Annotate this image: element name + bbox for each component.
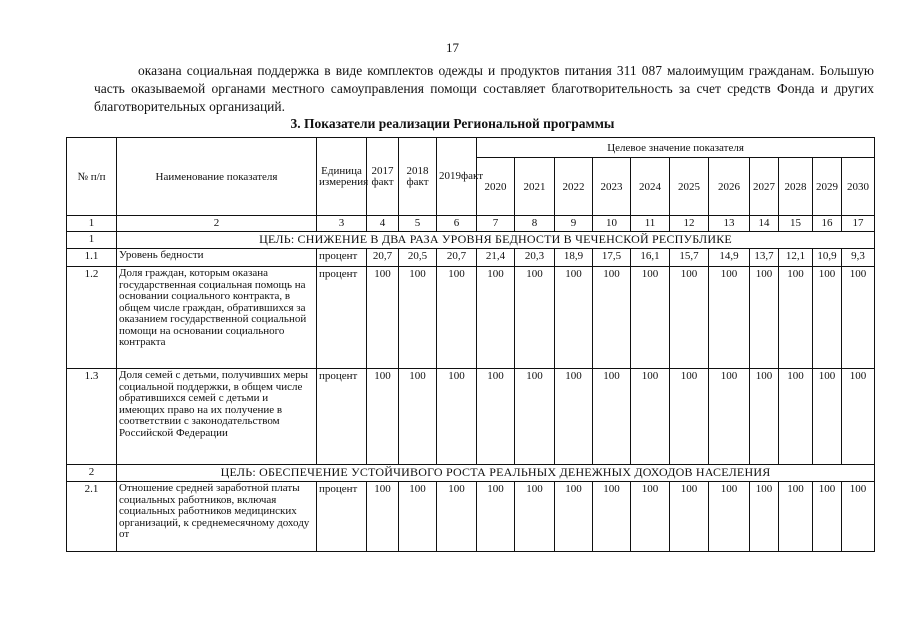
value-cell: 100: [399, 267, 437, 369]
value-cell: 12,1: [779, 249, 813, 267]
value-cell: 100: [813, 369, 842, 465]
value-cell: 100: [555, 369, 593, 465]
value-cell: 100: [593, 369, 631, 465]
value-cell: 100: [670, 482, 709, 552]
year-header: 2020: [477, 158, 515, 216]
goal1-text: ЦЕЛЬ: СНИЖЕНИЕ В ДВА РАЗА УРОВНЯ БЕДНОСТИ В ЧЕЧЕНСКОЙ РЕСПУБЛИКЕ: [117, 232, 875, 249]
col-header-2017: 2017 факт: [367, 138, 399, 216]
year-header: 2027: [750, 158, 779, 216]
year-header: 2028: [779, 158, 813, 216]
col-header-2018: 2018 факт: [399, 138, 437, 216]
indicator-name: Отношение средней заработной платы социальных работников, включая социальных работников медицинских организаций, к среднемесячному доходу от: [117, 482, 317, 552]
value-cell: 20,7: [367, 249, 399, 267]
column-number: 14: [750, 216, 779, 232]
column-number: 7: [477, 216, 515, 232]
value-cell: 100: [750, 369, 779, 465]
column-number: 4: [367, 216, 399, 232]
value-cell: 100: [750, 482, 779, 552]
value-cell: 100: [477, 267, 515, 369]
table-row: [67, 482, 875, 552]
value-cell: 100: [779, 369, 813, 465]
col-header-no: № п/п: [67, 138, 117, 216]
col-header-2019: 2019факт: [437, 138, 477, 216]
value-cell: 100: [437, 482, 477, 552]
indicators-table: [66, 137, 875, 552]
table-row: [67, 267, 875, 369]
value-cell: 100: [709, 482, 750, 552]
value-cell: 14,9: [709, 249, 750, 267]
column-number: 12: [670, 216, 709, 232]
goal2-no: 2: [67, 465, 117, 482]
column-number: 5: [399, 216, 437, 232]
value-cell: 21,4: [477, 249, 515, 267]
value-cell: 100: [631, 267, 670, 369]
value-cell: 100: [813, 267, 842, 369]
page-number: 17: [446, 40, 459, 55]
value-cell: 100: [367, 482, 399, 552]
column-number: 16: [813, 216, 842, 232]
value-cell: 100: [813, 482, 842, 552]
col-header-unit: Единица измерения: [317, 138, 367, 216]
value-cell: 100: [437, 267, 477, 369]
value-cell: 100: [477, 482, 515, 552]
value-cell: 100: [779, 482, 813, 552]
column-number: 8: [515, 216, 555, 232]
row-number: 1.2: [67, 267, 117, 369]
value-cell: 100: [555, 482, 593, 552]
year-header: 2030: [842, 158, 875, 216]
column-number: 15: [779, 216, 813, 232]
year-header: 2029: [813, 158, 842, 216]
row-number: 1.1: [67, 249, 117, 267]
value-cell: 100: [593, 267, 631, 369]
value-cell: 100: [842, 369, 875, 465]
unit-cell: процент: [317, 482, 367, 552]
unit-cell: процент: [317, 249, 367, 267]
year-header: 2026: [709, 158, 750, 216]
column-number: 13: [709, 216, 750, 232]
value-cell: 9,3: [842, 249, 875, 267]
row-number: 1.3: [67, 369, 117, 465]
value-cell: 100: [779, 267, 813, 369]
target-header: Целевое значение показателя: [477, 138, 875, 158]
value-cell: 100: [670, 369, 709, 465]
intro-paragraph: оказана социальная поддержка в виде комплектов одежды и продуктов питания 311 087 малоимущим гражданам. Большую часть оказываемой органами местного самоуправления помощи составляет благотворительность за счет средств Фонда и других благотворительных организаций.: [94, 63, 874, 114]
year-header: 2024: [631, 158, 670, 216]
column-number: 2: [117, 216, 317, 232]
value-cell: 100: [593, 482, 631, 552]
value-cell: 20,5: [399, 249, 437, 267]
unit-cell: процент: [317, 267, 367, 369]
value-cell: 100: [670, 267, 709, 369]
column-number: 17: [842, 216, 875, 232]
value-cell: 100: [515, 482, 555, 552]
indicator-name: Доля граждан, которым оказана государственная социальная помощь на основании социального контракта, в общем числе граждан, обратившихся за оказанием государственной социальной помощи на основании социального контракта: [117, 267, 317, 369]
column-number: 11: [631, 216, 670, 232]
value-cell: 100: [515, 369, 555, 465]
value-cell: 13,7: [750, 249, 779, 267]
year-header: 2023: [593, 158, 631, 216]
column-number: 10: [593, 216, 631, 232]
goal2-text: ЦЕЛЬ: ОБЕСПЕЧЕНИЕ УСТОЙЧИВОГО РОСТА РЕАЛЬНЫХ ДЕНЕЖНЫХ ДОХОДОВ НАСЕЛЕНИЯ: [117, 465, 875, 482]
column-number: 1: [67, 216, 117, 232]
value-cell: 100: [515, 267, 555, 369]
value-cell: 18,9: [555, 249, 593, 267]
value-cell: 100: [367, 369, 399, 465]
col-header-name: Наименование показателя: [117, 138, 317, 216]
goal1-no: 1: [67, 232, 117, 249]
value-cell: 100: [750, 267, 779, 369]
indicator-name: Уровень бедности: [117, 249, 317, 267]
table-row: [67, 369, 875, 465]
value-cell: 100: [842, 267, 875, 369]
section-title: 3. Показатели реализации Региональной программы: [290, 116, 615, 131]
value-cell: 15,7: [670, 249, 709, 267]
value-cell: 100: [555, 267, 593, 369]
row-number: 2.1: [67, 482, 117, 552]
value-cell: 10,9: [813, 249, 842, 267]
year-header: 2021: [515, 158, 555, 216]
value-cell: 100: [842, 482, 875, 552]
value-cell: 100: [399, 482, 437, 552]
column-number: 6: [437, 216, 477, 232]
value-cell: 100: [437, 369, 477, 465]
value-cell: 100: [709, 267, 750, 369]
value-cell: 100: [709, 369, 750, 465]
year-header: 2022: [555, 158, 593, 216]
value-cell: 20,7: [437, 249, 477, 267]
indicator-name: Доля семей с детьми, получивших меры социальной поддержки, в общем числе обратившихся семей с детьми и имеющих право на их получение в соответствии с законодательством Российской Федерации: [117, 369, 317, 465]
value-cell: 100: [399, 369, 437, 465]
value-cell: 20,3: [515, 249, 555, 267]
year-header: 2025: [670, 158, 709, 216]
unit-cell: процент: [317, 369, 367, 465]
value-cell: 17,5: [593, 249, 631, 267]
value-cell: 100: [631, 369, 670, 465]
table-row: [67, 249, 875, 267]
value-cell: 100: [631, 482, 670, 552]
value-cell: 16,1: [631, 249, 670, 267]
column-number: 3: [317, 216, 367, 232]
value-cell: 100: [367, 267, 399, 369]
column-number: 9: [555, 216, 593, 232]
value-cell: 100: [477, 369, 515, 465]
